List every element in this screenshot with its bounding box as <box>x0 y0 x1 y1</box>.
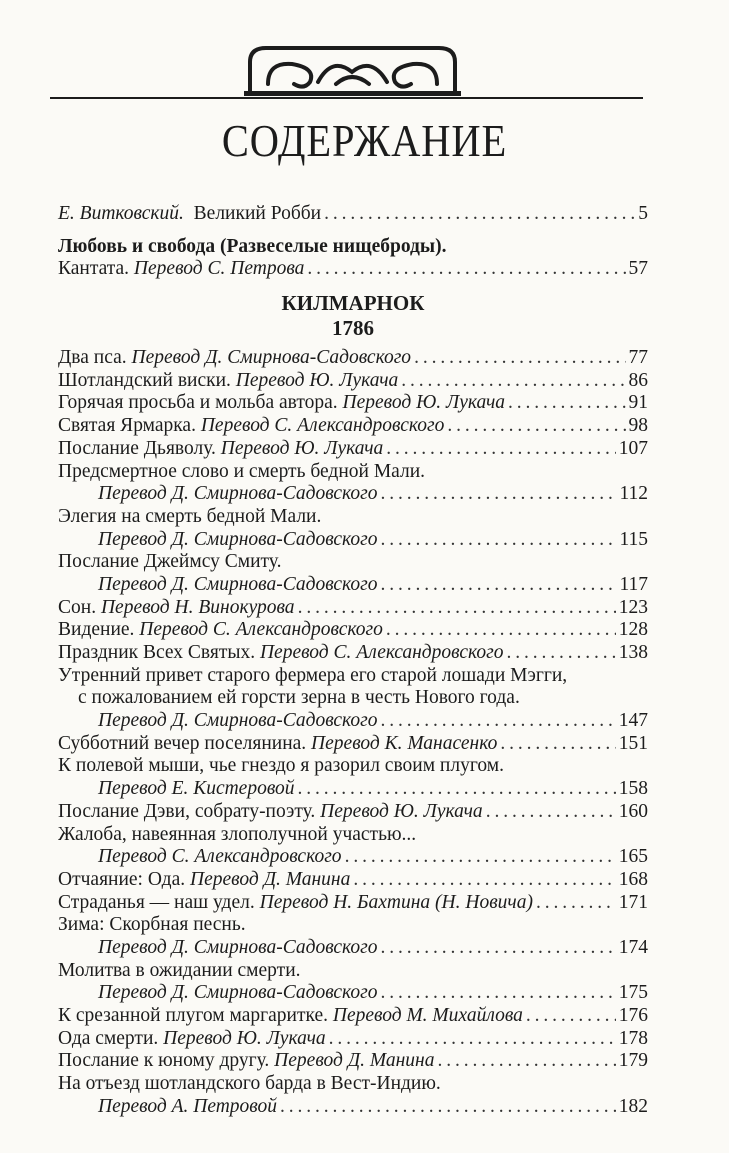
toc-entry <box>58 1005 648 1028</box>
entry-translator: Перевод С. Александровского <box>139 619 383 641</box>
toc-entry <box>58 733 648 756</box>
entry-translator: Перевод Д. Смирнова-Садовского <box>98 936 378 958</box>
toc-entry <box>58 529 648 552</box>
dot-leader <box>381 982 616 1005</box>
dot-leader <box>307 258 625 281</box>
toc-entry-intro <box>58 203 648 226</box>
decorative-ornament <box>240 42 465 97</box>
entry-title: Субботний вечер поселянина. <box>58 732 307 754</box>
dot-leader <box>500 733 615 756</box>
entry-title: Предсмертное слово и смерть бедной Мали. <box>58 460 426 482</box>
page-number: 168 <box>618 868 648 890</box>
toc-entry <box>58 597 648 620</box>
entry-translator: Перевод Д. Смирнова-Садовского <box>98 710 378 732</box>
dot-leader <box>401 370 625 393</box>
entry-title: Святая Ярмарка. <box>58 415 196 437</box>
page-number: 147 <box>618 710 648 732</box>
entry-translator: Перевод Д. Смирнова-Садовского <box>98 528 378 550</box>
page-number: 171 <box>618 891 648 913</box>
page-number: 91 <box>628 392 648 414</box>
page-number: 178 <box>618 1027 648 1049</box>
entry-translator: Перевод Д. Смирнова-Садовского <box>98 573 378 595</box>
entry-translator: Перевод Ю. Лукача <box>163 1027 326 1049</box>
dot-leader <box>508 392 625 415</box>
entry-title-continued: с пожалованием ей горсти зерна в честь Нового года. <box>78 687 520 709</box>
entry-title: Ода смерти. <box>58 1027 159 1049</box>
page-number: 117 <box>619 573 648 595</box>
page-title: СОДЕРЖАНИЕ <box>221 115 508 166</box>
page-number: 86 <box>628 369 648 391</box>
toc-entry <box>58 347 648 370</box>
header-rule <box>50 97 643 99</box>
section-heading-kilmarnock: КИЛМАРНОК <box>281 291 425 316</box>
entry-title: Кантата. <box>58 258 130 280</box>
entry-title: Сон. <box>58 596 97 618</box>
intro-author: Е. Витковский. <box>58 203 184 224</box>
toc-entry <box>58 937 648 960</box>
entry-title: Молитва в ожидании смерти. <box>58 959 301 981</box>
entry-translator: Перевод Е. Кистеровой <box>98 778 295 800</box>
entry-title: Видение. <box>58 619 135 641</box>
toc-entry <box>58 892 648 915</box>
entry-title: К срезанной плугом маргаритке. <box>58 1005 328 1026</box>
dot-leader <box>345 846 616 869</box>
table-of-contents <box>58 203 648 1118</box>
intro-title: Великий Робби <box>193 203 322 224</box>
dot-leader <box>536 892 616 915</box>
entry-title: Жалоба, навеянная злополучной участью... <box>58 823 417 845</box>
entry-translator: Перевод Ю. Лукача <box>235 369 399 391</box>
page-number: 112 <box>619 483 648 505</box>
toc-entry <box>58 778 648 801</box>
entry-translator: Перевод Д. Смирнова-Садовского <box>131 347 412 369</box>
entry-title: Отчаяние: Ода. <box>58 868 186 890</box>
toc-entry-cantata <box>58 258 648 281</box>
dot-leader <box>298 778 616 801</box>
entry-translator: Перевод Д. Смирнова-Садовского <box>98 982 378 1004</box>
entry-translator: Перевод С. Александровского <box>98 846 342 868</box>
dot-leader <box>353 869 615 892</box>
toc-entry <box>58 1096 648 1119</box>
page-number: 138 <box>618 642 648 663</box>
entry-translator: Перевод Н. Бахтина (Н. Новича) <box>259 891 533 913</box>
dot-leader <box>381 710 616 733</box>
entry-translator: Перевод К. Манасенко <box>311 732 498 754</box>
page-number: 123 <box>618 596 648 618</box>
page-number: 128 <box>618 619 648 641</box>
toc-entry <box>58 415 648 438</box>
entry-title: Послание Джеймсу Смиту. <box>58 551 282 573</box>
entry-translator: Перевод Н. Винокурова <box>100 596 295 618</box>
page-number: 115 <box>619 528 648 550</box>
toc-entry <box>58 801 648 824</box>
dot-leader <box>437 1050 615 1073</box>
dot-leader <box>526 1005 616 1028</box>
page-number: 160 <box>618 800 648 822</box>
toc-entry <box>58 846 648 869</box>
page-number: 107 <box>618 437 648 459</box>
entry-title: Праздник Всех Святых. <box>58 642 256 663</box>
toc-entry <box>58 869 648 892</box>
entry-translator: Перевод Ю. Лукача <box>342 392 506 414</box>
dot-leader <box>381 574 617 597</box>
page-number: 174 <box>618 936 648 958</box>
page-number: 5 <box>638 203 648 224</box>
page-number: 151 <box>618 732 648 754</box>
entry-title: Послание Дэви, собрату-поэту. <box>58 800 316 822</box>
toc-entry <box>58 483 648 506</box>
entry-translator: Перевод Ю. Лукача <box>220 437 384 459</box>
entry-title: На отъезд шотландского барда в Вест-Индию. <box>58 1073 441 1095</box>
page-number: 98 <box>628 415 648 437</box>
toc-entry <box>58 574 648 597</box>
entry-title: Послание Дьяволу. <box>58 437 216 459</box>
entry-translator: Перевод С. Петрова <box>133 258 305 280</box>
entry-translator: Перевод А. Петровой <box>98 1095 278 1117</box>
dot-leader <box>507 642 616 665</box>
toc-entry <box>58 982 648 1005</box>
entry-title: Элегия на смерть бедной Мали. <box>58 505 322 527</box>
page-number: 175 <box>618 982 648 1004</box>
toc-entry <box>58 1028 648 1051</box>
entry-translator: Перевод С. Александровского <box>259 642 504 663</box>
entry-translator: Перевод Д. Манина <box>274 1050 435 1072</box>
entry-title: Два пса. <box>58 347 127 369</box>
entry-title: Шотландский виски. <box>58 369 231 391</box>
dot-leader <box>298 597 616 620</box>
entry-title: Утренний привет старого фермера его старой лошади Мэгги, <box>58 664 568 686</box>
entry-translator: Перевод М. Михайлова <box>332 1005 523 1026</box>
page-number: 179 <box>618 1050 648 1072</box>
dot-leader <box>381 483 617 506</box>
page-number: 165 <box>618 846 648 868</box>
entry-title: К полевой мыши, чье гнездо я разорил своим плугом. <box>58 755 504 777</box>
page-number: 182 <box>618 1095 648 1117</box>
dot-leader <box>386 619 616 642</box>
toc-entry <box>58 642 648 665</box>
toc-entry <box>58 438 648 461</box>
page-number: 176 <box>618 1005 648 1026</box>
entry-translator: Перевод Ю. Лукача <box>320 800 483 822</box>
dot-leader <box>447 415 625 438</box>
toc-entry <box>58 619 648 642</box>
dot-leader <box>381 937 616 960</box>
toc-entry <box>58 710 648 733</box>
dot-leader <box>486 801 616 824</box>
entry-title: Послание к юному другу. <box>58 1050 270 1072</box>
entry-title: Страданья — наш удел. <box>58 891 255 913</box>
page-number: 158 <box>618 778 648 800</box>
dot-leader <box>386 438 615 461</box>
dot-leader <box>324 203 635 226</box>
entry-title: Зима: Скорбная песнь. <box>58 914 246 936</box>
page-number: 77 <box>628 347 648 369</box>
toc-entry <box>58 1050 648 1073</box>
toc-entry <box>58 370 648 393</box>
section-year: 1786 <box>332 316 374 341</box>
dot-leader <box>381 529 617 552</box>
dot-leader <box>280 1096 616 1119</box>
entry-translator: Перевод Д. Смирнова-Садовского <box>98 483 378 505</box>
section-title-love: Любовь и свобода (Развеселые нищеброды). <box>58 235 447 257</box>
toc-entry <box>58 392 648 415</box>
entry-translator: Перевод С. Александровского <box>200 415 445 437</box>
dot-leader <box>414 347 625 370</box>
dot-leader <box>329 1028 616 1051</box>
page-number: 57 <box>628 258 648 280</box>
entry-title: Горячая просьба и мольба автора. <box>58 392 338 414</box>
entry-translator: Перевод Д. Манина <box>190 868 351 890</box>
